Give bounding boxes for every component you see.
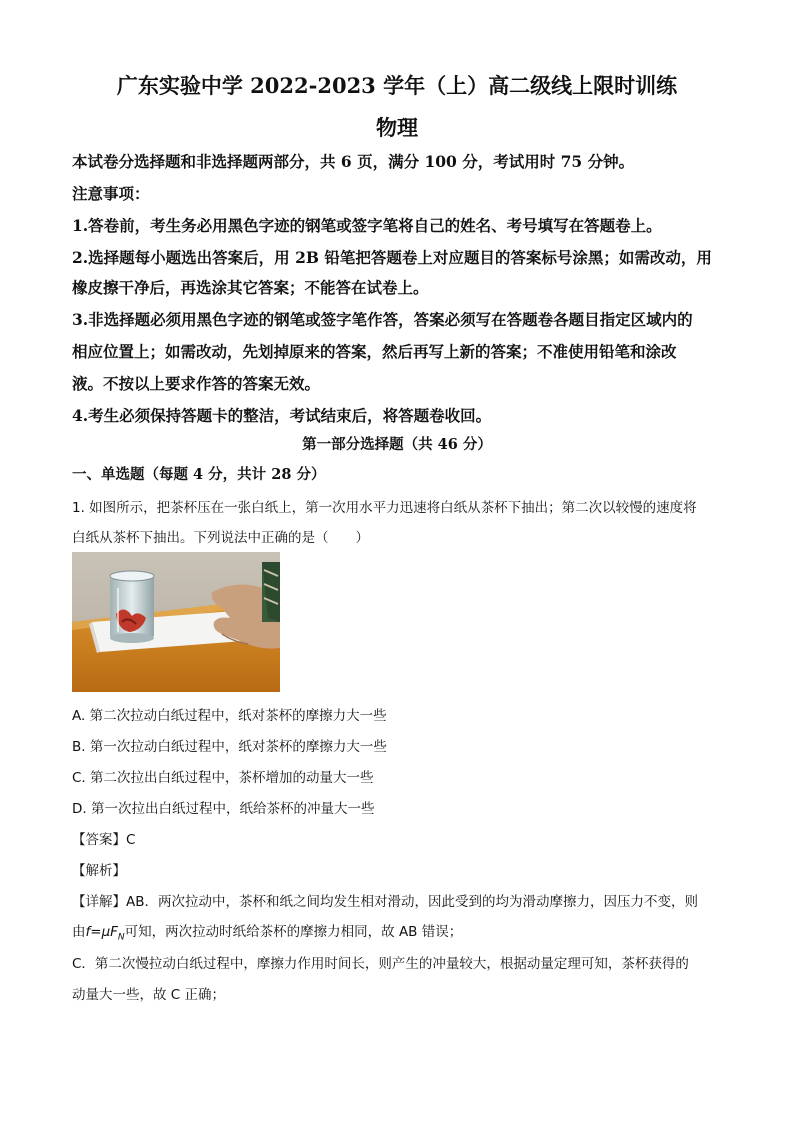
notice-item: 2.选择题每小题选出答案后，用 2B 铅笔把答题卷上对应题目的答案标号涂黑；如需改动，用	[72, 248, 712, 267]
answer-value: C	[126, 832, 136, 848]
detail-line	[72, 920, 462, 943]
formula-subscript: N	[117, 932, 125, 943]
detail-line	[72, 890, 698, 910]
question-stem-line: 白纸从茶杯下抽出。下列说法中正确的是（ ）	[72, 530, 369, 546]
notice-item: 1.答卷前，考生务必用黑色字迹的钢笔或签字笔将自己的姓名、考号填写在答题卷上。	[72, 216, 662, 235]
option-c: C. 第二次拉出白纸过程中，茶杯增加的动量大一些	[72, 770, 374, 786]
intro-text: 本试卷分选择题和非选择题两部分，共 6 页，满分 100 分，考试用时 75 分钟。	[72, 152, 635, 171]
analysis-label: 【解析】	[72, 863, 126, 879]
detail-label: 【详解】	[72, 894, 126, 910]
option-d: D. 第一次拉出白纸过程中，纸给茶杯的冲量大一些	[72, 801, 375, 817]
subject-title: 物理	[376, 115, 418, 140]
notice-item: 橡皮擦干净后，再选涂其它答案；不能答在试卷上。	[72, 278, 429, 297]
friction-formula	[85, 924, 125, 943]
answer-label: 【答案】	[72, 832, 126, 848]
detail-text: 可知，两次拉动时纸给茶杯的摩擦力相同，故 AB 错误；	[124, 924, 463, 940]
notice-item: 液。不按以上要求作答的答案无效。	[72, 374, 321, 393]
teacup-paper-photo	[72, 552, 280, 692]
answer-line	[72, 828, 135, 848]
question-stem-line: 1. 如图所示，把茶杯压在一张白纸上，第一次用水平力迅速将白纸从茶杯下抽出；第二次以较慢的速度将	[72, 500, 697, 516]
notice-item: 4.考生必须保持答题卡的整洁，考试结束后，将答题卷收回。	[72, 406, 492, 425]
option-a: A. 第二次拉动白纸过程中，纸对茶杯的摩擦力大一些	[72, 708, 387, 724]
option-b: B. 第一次拉动白纸过程中，纸对茶杯的摩擦力大一些	[72, 739, 387, 755]
detail-line: 动量大一些，故 C 正确；	[72, 987, 226, 1003]
notice-item: 3.非选择题必须用黑色字迹的钢笔或签字笔作答，答案必须写在答题卷各题目指定区域内的	[72, 310, 693, 329]
detail-line: C．第二次慢拉动白纸过程中，摩擦力作用时间长，则产生的冲量较大，根据动量定理可知，茶杯获得的	[72, 956, 689, 972]
formula-main: f=μF	[85, 924, 118, 940]
detail-text: 由	[72, 924, 86, 940]
part-title: 第一部分选择题（共 46 分）	[302, 436, 492, 453]
section-title: 一、单选题（每题 4 分，共计 28 分）	[72, 466, 326, 483]
notice-item: 相应位置上；如需改动，先划掉原来的答案，然后再写上新的答案；不准使用铅笔和涂改	[72, 342, 677, 361]
detail-text: AB．两次拉动中，茶杯和纸之间均发生相对滑动，因此受到的均为滑动摩擦力，因压力不变，则	[126, 894, 698, 910]
question-photo	[72, 552, 280, 692]
notice-heading: 注意事项：	[72, 184, 150, 203]
exam-title: 广东实验中学 2022-2023 学年（上）高二级线上限时训练	[116, 73, 678, 98]
